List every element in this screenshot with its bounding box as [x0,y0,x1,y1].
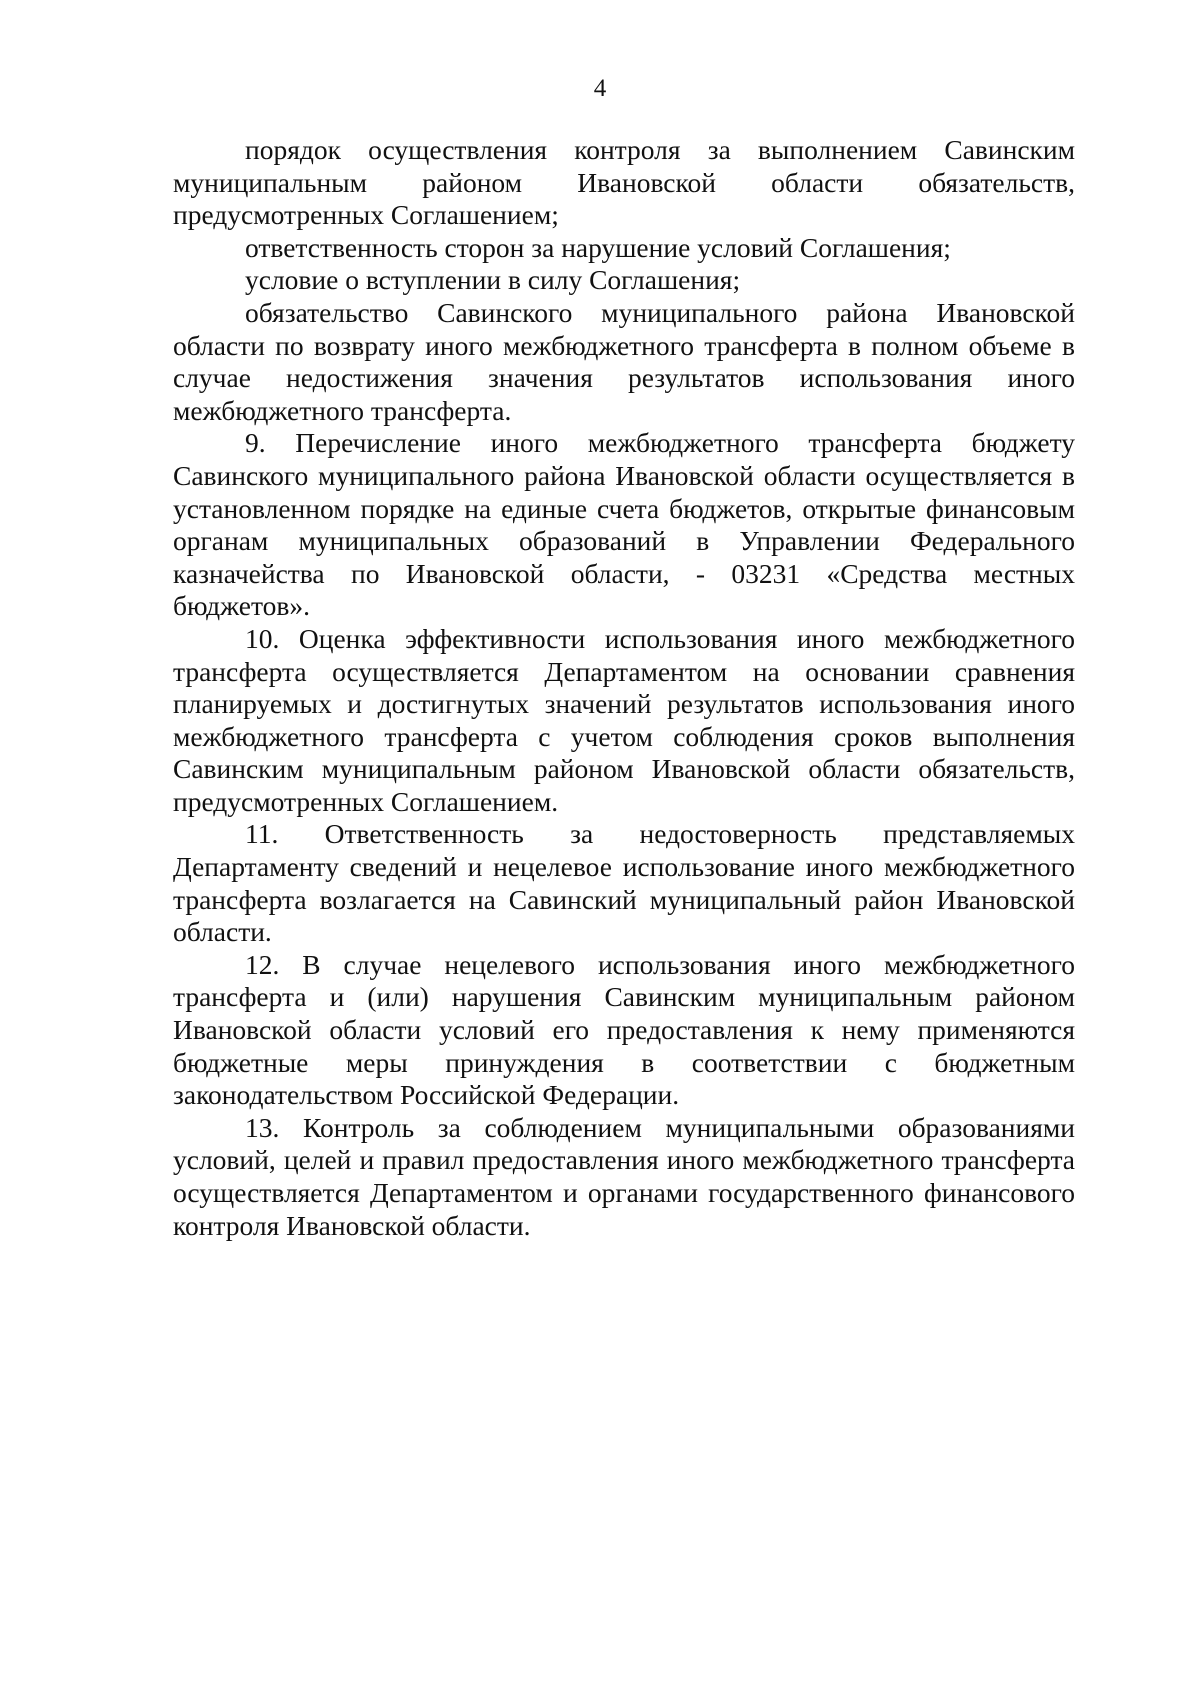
clause-11: 11. Ответственность за недостоверность представляемых Департаменту сведений и нецелевое использование иного межбюджетного трансферта возлагается на Савинский муниципальный район Ивановской области. [173,818,1075,948]
clause-12: 12. В случае нецелевого использования иного межбюджетного трансферта и (или) нарушения Савинским муниципальным районом Ивановской области условий его предоставления к нему применяются бюджетные меры принуждения в соответствии с бюджетным законодательством Российской Федерации. [173,948,1075,1111]
paragraph-entry-into-force: условие о вступлении в силу Соглашения; [245,264,741,296]
paragraph-party-responsibility: ответственность сторон за нарушение условий Соглашения; [245,231,951,263]
paragraph-refund-obligation: обязательство Савинского муниципального района Ивановской области по возврату иного межбюджетного трансферта в полном объеме в случае недостижения значения результатов использования иного межбюджетного трансферта. [173,296,1075,426]
clause-13: 13. Контроль за соблюдением муниципальными образованиями условий, целей и правил предоставления иного межбюджетного трансферта осуществляется Департаментом и органами государственного финансового контроля Ивановской области. [173,1111,1075,1241]
paragraph-control-procedure: порядок осуществления контроля за выполнением Савинским муниципальным районом Ивановской области обязательств, предусмотренных Соглашением; [173,134,1075,231]
document-body [173,134,1075,1242]
clause-10: 10. Оценка эффективности использования иного межбюджетного трансферта осуществляется Департаментом на основании сравнения планируемых и достигнутых значений результатов использования иного межбюджетного трансферта с учетом соблюдения сроков выполнения Савинским муниципальным районом Ивановской области обязательств, предусмотренных Соглашением. [173,622,1075,817]
clause-9: 9. Перечисление иного межбюджетного трансферта бюджету Савинского муниципального района Ивановской области осуществляется в установленном порядке на единые счета бюджетов, открытые финансовым органам муниципальных образований в Управлении Федерального казначейства по Ивановской области, - 03231 «Средства местных бюджетов». [173,427,1075,622]
page-number: 4 [593,75,607,102]
